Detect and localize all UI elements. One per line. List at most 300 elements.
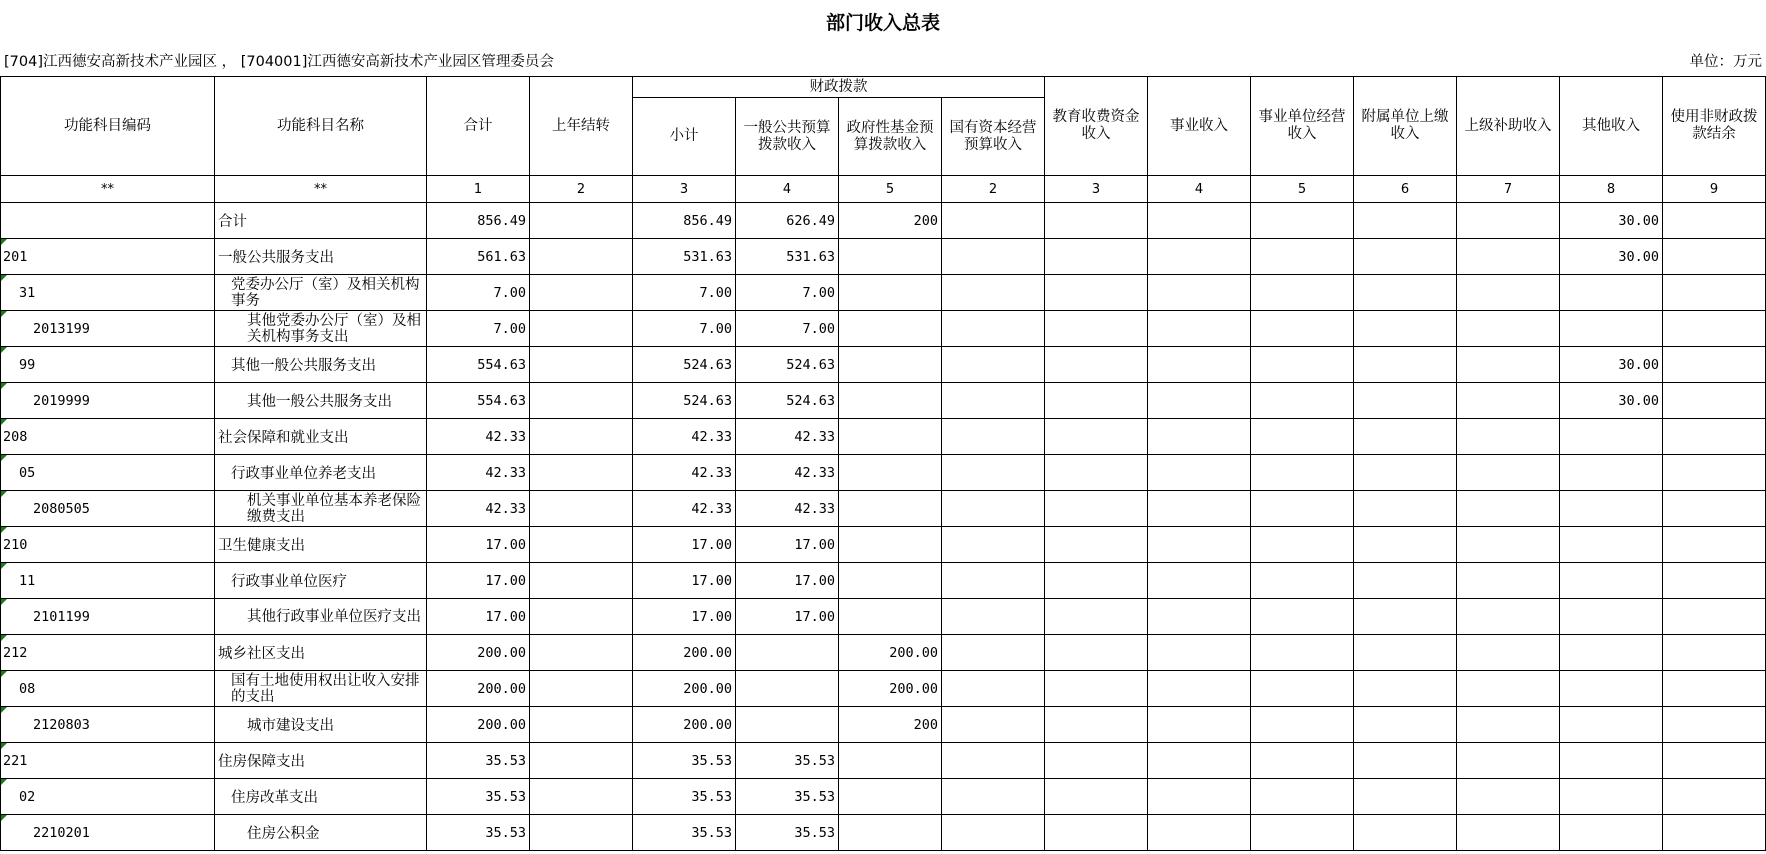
cell-affiliate-income xyxy=(1354,419,1457,455)
index-cell: 9 xyxy=(1663,176,1766,203)
cell-affiliate-income xyxy=(1354,563,1457,599)
cell-superior-subsidy xyxy=(1457,311,1560,347)
cell-general-budget: 42.33 xyxy=(736,419,839,455)
cell-code xyxy=(1,635,215,671)
cell-superior-subsidy xyxy=(1457,779,1560,815)
cell-total: 554.63 xyxy=(427,347,530,383)
cell-state-capital xyxy=(942,599,1045,635)
cell-marker-icon xyxy=(1,419,7,425)
cell-state-capital xyxy=(942,527,1045,563)
cell-subtotal: 524.63 xyxy=(633,347,736,383)
cell-education-fee xyxy=(1045,563,1148,599)
cell-state-capital xyxy=(942,275,1045,311)
cell-code xyxy=(1,563,215,599)
cell-superior-subsidy xyxy=(1457,743,1560,779)
cell-business-income xyxy=(1148,455,1251,491)
cell-marker-icon xyxy=(1,599,7,605)
income-summary-table xyxy=(0,76,1766,851)
cell-subtotal: 200.00 xyxy=(633,671,736,707)
cell-affiliate-income xyxy=(1354,383,1457,419)
index-cell: 4 xyxy=(1148,176,1251,203)
col-header-code: 功能科目编码 xyxy=(1,77,215,176)
cell-total: 17.00 xyxy=(427,599,530,635)
cell-carryover xyxy=(530,419,633,455)
cell-general-budget: 42.33 xyxy=(736,455,839,491)
cell-code xyxy=(1,203,215,239)
cell-total: 42.33 xyxy=(427,491,530,527)
cell-affiliate-income xyxy=(1354,599,1457,635)
index-cell: 5 xyxy=(1251,176,1354,203)
cell-code xyxy=(1,599,215,635)
cell-superior-subsidy xyxy=(1457,275,1560,311)
cell-subtotal: 35.53 xyxy=(633,815,736,851)
cell-general-budget xyxy=(736,671,839,707)
cell-operating-income xyxy=(1251,671,1354,707)
table-row xyxy=(1,347,1766,383)
cell-superior-subsidy xyxy=(1457,815,1560,851)
cell-education-fee xyxy=(1045,203,1148,239)
cell-education-fee xyxy=(1045,455,1148,491)
cell-carryover xyxy=(530,527,633,563)
cell-gov-fund: 200.00 xyxy=(839,635,942,671)
cell-gov-fund xyxy=(839,779,942,815)
cell-affiliate-income xyxy=(1354,527,1457,563)
cell-education-fee xyxy=(1045,671,1148,707)
cell-other-income xyxy=(1560,635,1663,671)
cell-gov-fund: 200 xyxy=(839,707,942,743)
cell-business-income xyxy=(1148,239,1251,275)
cell-superior-subsidy xyxy=(1457,455,1560,491)
cell-state-capital xyxy=(942,383,1045,419)
cell-non-fiscal-balance xyxy=(1663,203,1766,239)
cell-state-capital xyxy=(942,239,1045,275)
cell-gov-fund xyxy=(839,527,942,563)
cell-education-fee xyxy=(1045,311,1148,347)
cell-other-income xyxy=(1560,527,1663,563)
cell-state-capital xyxy=(942,203,1045,239)
cell-total: 554.63 xyxy=(427,383,530,419)
cell-education-fee xyxy=(1045,239,1148,275)
cell-total: 856.49 xyxy=(427,203,530,239)
cell-state-capital xyxy=(942,311,1045,347)
cell-name: 国有土地使用权出让收入安排的支出 xyxy=(215,671,427,707)
col-header-non-fiscal-balance: 使用非财政拨款结余 xyxy=(1663,77,1766,176)
cell-carryover xyxy=(530,383,633,419)
cell-code-text: 2019999 xyxy=(33,392,90,409)
cell-code-text: 212 xyxy=(3,644,28,661)
cell-carryover xyxy=(530,671,633,707)
cell-affiliate-income xyxy=(1354,491,1457,527)
page-title: 部门收入总表 xyxy=(825,12,940,34)
cell-gov-fund xyxy=(839,347,942,383)
organization-label: [704]江西德安高新技术产业园区 ， [704001]江西德安高新技术产业园区管理委员会 xyxy=(4,54,554,70)
cell-superior-subsidy xyxy=(1457,239,1560,275)
cell-code xyxy=(1,779,215,815)
cell-education-fee xyxy=(1045,347,1148,383)
cell-business-income xyxy=(1148,383,1251,419)
cell-operating-income xyxy=(1251,239,1354,275)
cell-business-income xyxy=(1148,563,1251,599)
col-header-education-fee: 教育收费资金收入 xyxy=(1045,77,1148,176)
table-row xyxy=(1,203,1766,239)
cell-affiliate-income xyxy=(1354,671,1457,707)
index-cell: 2 xyxy=(530,176,633,203)
cell-operating-income xyxy=(1251,311,1354,347)
cell-business-income xyxy=(1148,491,1251,527)
cell-superior-subsidy xyxy=(1457,599,1560,635)
cell-gov-fund xyxy=(839,815,942,851)
cell-operating-income xyxy=(1251,347,1354,383)
cell-operating-income xyxy=(1251,203,1354,239)
cell-name: 党委办公厅（室）及相关机构事务 xyxy=(215,275,427,311)
cell-education-fee xyxy=(1045,707,1148,743)
cell-code xyxy=(1,707,215,743)
cell-education-fee xyxy=(1045,599,1148,635)
cell-general-budget: 17.00 xyxy=(736,563,839,599)
cell-other-income xyxy=(1560,419,1663,455)
table-row xyxy=(1,707,1766,743)
cell-superior-subsidy xyxy=(1457,563,1560,599)
table-row xyxy=(1,275,1766,311)
cell-affiliate-income xyxy=(1354,311,1457,347)
cell-state-capital xyxy=(942,455,1045,491)
index-cell: 3 xyxy=(1045,176,1148,203)
cell-state-capital xyxy=(942,635,1045,671)
cell-non-fiscal-balance xyxy=(1663,239,1766,275)
cell-superior-subsidy xyxy=(1457,707,1560,743)
cell-operating-income xyxy=(1251,815,1354,851)
cell-non-fiscal-balance xyxy=(1663,743,1766,779)
cell-name: 住房改革支出 xyxy=(215,779,427,815)
cell-subtotal: 42.33 xyxy=(633,455,736,491)
col-header-subtotal: 小计 xyxy=(633,98,736,176)
cell-general-budget xyxy=(736,707,839,743)
index-row xyxy=(1,176,1766,203)
cell-total: 35.53 xyxy=(427,779,530,815)
cell-marker-icon xyxy=(1,671,7,677)
cell-code xyxy=(1,275,215,311)
cell-business-income xyxy=(1148,599,1251,635)
cell-non-fiscal-balance xyxy=(1663,491,1766,527)
cell-business-income xyxy=(1148,203,1251,239)
cell-other-income: 30.00 xyxy=(1560,239,1663,275)
col-header-other-income: 其他收入 xyxy=(1560,77,1663,176)
cell-non-fiscal-balance xyxy=(1663,635,1766,671)
cell-general-budget xyxy=(736,635,839,671)
cell-total: 42.33 xyxy=(427,455,530,491)
index-cell: 6 xyxy=(1354,176,1457,203)
cell-subtotal: 35.53 xyxy=(633,743,736,779)
table-row xyxy=(1,383,1766,419)
cell-state-capital xyxy=(942,815,1045,851)
table-row xyxy=(1,815,1766,851)
cell-superior-subsidy xyxy=(1457,635,1560,671)
cell-code xyxy=(1,347,215,383)
cell-code-text: 99 xyxy=(19,356,36,373)
cell-operating-income xyxy=(1251,779,1354,815)
cell-total: 561.63 xyxy=(427,239,530,275)
cell-other-income: 30.00 xyxy=(1560,203,1663,239)
cell-operating-income xyxy=(1251,455,1354,491)
cell-business-income xyxy=(1148,275,1251,311)
cell-operating-income xyxy=(1251,383,1354,419)
cell-subtotal: 35.53 xyxy=(633,779,736,815)
cell-non-fiscal-balance xyxy=(1663,671,1766,707)
cell-total: 35.53 xyxy=(427,743,530,779)
cell-other-income xyxy=(1560,563,1663,599)
cell-code-text: 05 xyxy=(19,464,36,481)
cell-carryover xyxy=(530,635,633,671)
cell-total: 17.00 xyxy=(427,563,530,599)
cell-general-budget: 35.53 xyxy=(736,779,839,815)
cell-total: 42.33 xyxy=(427,419,530,455)
cell-non-fiscal-balance xyxy=(1663,455,1766,491)
cell-subtotal: 856.49 xyxy=(633,203,736,239)
col-header-operating-income: 事业单位经营收入 xyxy=(1251,77,1354,176)
index-cell: ** xyxy=(1,176,215,203)
cell-state-capital xyxy=(942,743,1045,779)
table-row xyxy=(1,599,1766,635)
cell-subtotal: 42.33 xyxy=(633,491,736,527)
cell-subtotal: 200.00 xyxy=(633,707,736,743)
index-cell: 2 xyxy=(942,176,1045,203)
cell-gov-fund xyxy=(839,239,942,275)
cell-operating-income xyxy=(1251,635,1354,671)
cell-carryover xyxy=(530,491,633,527)
cell-gov-fund xyxy=(839,311,942,347)
cell-affiliate-income xyxy=(1354,815,1457,851)
cell-other-income xyxy=(1560,491,1663,527)
cell-code xyxy=(1,311,215,347)
cell-total: 7.00 xyxy=(427,275,530,311)
cell-non-fiscal-balance xyxy=(1663,707,1766,743)
index-cell: 8 xyxy=(1560,176,1663,203)
col-header-superior-subsidy: 上级补助收入 xyxy=(1457,77,1560,176)
cell-carryover xyxy=(530,203,633,239)
cell-carryover xyxy=(530,743,633,779)
cell-education-fee xyxy=(1045,815,1148,851)
cell-operating-income xyxy=(1251,491,1354,527)
cell-marker-icon xyxy=(1,779,7,785)
cell-code-text: 11 xyxy=(19,572,36,589)
cell-business-income xyxy=(1148,707,1251,743)
index-cell: 5 xyxy=(839,176,942,203)
cell-gov-fund xyxy=(839,419,942,455)
cell-gov-fund xyxy=(839,563,942,599)
cell-gov-fund: 200.00 xyxy=(839,671,942,707)
cell-non-fiscal-balance xyxy=(1663,383,1766,419)
cell-other-income xyxy=(1560,275,1663,311)
cell-name: 其他行政事业单位医疗支出 xyxy=(215,599,427,635)
cell-state-capital xyxy=(942,671,1045,707)
cell-general-budget: 524.63 xyxy=(736,383,839,419)
cell-superior-subsidy xyxy=(1457,671,1560,707)
cell-name: 卫生健康支出 xyxy=(215,527,427,563)
col-header-name: 功能科目名称 xyxy=(215,77,427,176)
cell-name: 住房公积金 xyxy=(215,815,427,851)
cell-carryover xyxy=(530,275,633,311)
cell-name: 一般公共服务支出 xyxy=(215,239,427,275)
cell-operating-income xyxy=(1251,275,1354,311)
index-cell: 4 xyxy=(736,176,839,203)
cell-marker-icon xyxy=(1,707,7,713)
cell-superior-subsidy xyxy=(1457,383,1560,419)
cell-marker-icon xyxy=(1,275,7,281)
cell-subtotal: 17.00 xyxy=(633,563,736,599)
cell-general-budget: 626.49 xyxy=(736,203,839,239)
table-row xyxy=(1,239,1766,275)
cell-other-income: 30.00 xyxy=(1560,347,1663,383)
cell-carryover xyxy=(530,599,633,635)
cell-general-budget: 17.00 xyxy=(736,599,839,635)
cell-marker-icon xyxy=(1,527,7,533)
cell-carryover xyxy=(530,311,633,347)
cell-operating-income xyxy=(1251,743,1354,779)
table-row xyxy=(1,563,1766,599)
cell-general-budget: 35.53 xyxy=(736,815,839,851)
cell-affiliate-income xyxy=(1354,779,1457,815)
cell-code xyxy=(1,383,215,419)
cell-business-income xyxy=(1148,671,1251,707)
table-row xyxy=(1,455,1766,491)
cell-superior-subsidy xyxy=(1457,491,1560,527)
cell-education-fee xyxy=(1045,779,1148,815)
cell-code xyxy=(1,743,215,779)
cell-state-capital xyxy=(942,347,1045,383)
cell-marker-icon xyxy=(1,383,7,389)
cell-general-budget: 7.00 xyxy=(736,275,839,311)
cell-other-income xyxy=(1560,311,1663,347)
cell-education-fee xyxy=(1045,419,1148,455)
cell-total: 200.00 xyxy=(427,707,530,743)
cell-marker-icon xyxy=(1,455,7,461)
cell-state-capital xyxy=(942,779,1045,815)
cell-code-text: 2013199 xyxy=(33,320,90,337)
cell-non-fiscal-balance xyxy=(1663,311,1766,347)
cell-code-text: 2210201 xyxy=(33,824,90,841)
cell-marker-icon xyxy=(1,491,7,497)
cell-general-budget: 17.00 xyxy=(736,527,839,563)
cell-affiliate-income xyxy=(1354,347,1457,383)
cell-total: 200.00 xyxy=(427,671,530,707)
cell-other-income xyxy=(1560,707,1663,743)
cell-name: 城乡社区支出 xyxy=(215,635,427,671)
cell-marker-icon xyxy=(1,815,7,821)
cell-code xyxy=(1,491,215,527)
cell-code xyxy=(1,455,215,491)
cell-affiliate-income xyxy=(1354,203,1457,239)
cell-non-fiscal-balance xyxy=(1663,419,1766,455)
index-cell: 7 xyxy=(1457,176,1560,203)
cell-non-fiscal-balance xyxy=(1663,599,1766,635)
index-cell: 1 xyxy=(427,176,530,203)
table-row xyxy=(1,779,1766,815)
cell-gov-fund xyxy=(839,455,942,491)
cell-name: 行政事业单位医疗 xyxy=(215,563,427,599)
cell-education-fee xyxy=(1045,275,1148,311)
cell-business-income xyxy=(1148,779,1251,815)
cell-code-text: 02 xyxy=(19,788,36,805)
cell-non-fiscal-balance xyxy=(1663,347,1766,383)
cell-other-income xyxy=(1560,671,1663,707)
cell-subtotal: 17.00 xyxy=(633,599,736,635)
cell-name: 其他党委办公厅（室）及相关机构事务支出 xyxy=(215,311,427,347)
col-header-affiliate-income: 附属单位上缴收入 xyxy=(1354,77,1457,176)
cell-other-income xyxy=(1560,743,1663,779)
cell-code xyxy=(1,815,215,851)
cell-education-fee xyxy=(1045,743,1148,779)
cell-subtotal: 17.00 xyxy=(633,527,736,563)
cell-non-fiscal-balance xyxy=(1663,779,1766,815)
cell-superior-subsidy xyxy=(1457,203,1560,239)
cell-name: 住房保障支出 xyxy=(215,743,427,779)
cell-code-text: 2101199 xyxy=(33,608,90,625)
cell-gov-fund: 200 xyxy=(839,203,942,239)
cell-gov-fund xyxy=(839,599,942,635)
cell-affiliate-income xyxy=(1354,455,1457,491)
cell-code-text: 2080505 xyxy=(33,500,90,517)
cell-code-text: 221 xyxy=(3,752,28,769)
cell-name: 城市建设支出 xyxy=(215,707,427,743)
cell-carryover xyxy=(530,563,633,599)
cell-other-income: 30.00 xyxy=(1560,383,1663,419)
cell-superior-subsidy xyxy=(1457,419,1560,455)
cell-state-capital xyxy=(942,563,1045,599)
cell-code-text: 2120803 xyxy=(33,716,90,733)
col-header-business-income: 事业收入 xyxy=(1148,77,1251,176)
cell-name: 其他一般公共服务支出 xyxy=(215,383,427,419)
unit-label: 单位：万元 xyxy=(1689,54,1762,70)
cell-code-text: 210 xyxy=(3,536,28,553)
cell-affiliate-income xyxy=(1354,275,1457,311)
table-row xyxy=(1,491,1766,527)
cell-general-budget: 42.33 xyxy=(736,491,839,527)
cell-other-income xyxy=(1560,815,1663,851)
cell-other-income xyxy=(1560,599,1663,635)
cell-carryover xyxy=(530,779,633,815)
cell-code xyxy=(1,527,215,563)
cell-gov-fund xyxy=(839,383,942,419)
cell-gov-fund xyxy=(839,491,942,527)
table-row xyxy=(1,635,1766,671)
cell-superior-subsidy xyxy=(1457,527,1560,563)
col-header-carryover: 上年结转 xyxy=(530,77,633,176)
cell-state-capital xyxy=(942,491,1045,527)
table-row xyxy=(1,743,1766,779)
cell-business-income xyxy=(1148,635,1251,671)
col-header-gov-fund: 政府性基金预算拨款收入 xyxy=(839,98,942,176)
cell-subtotal: 42.33 xyxy=(633,419,736,455)
cell-non-fiscal-balance xyxy=(1663,275,1766,311)
index-cell: 3 xyxy=(633,176,736,203)
cell-marker-icon xyxy=(1,743,7,749)
cell-code xyxy=(1,419,215,455)
cell-code xyxy=(1,239,215,275)
cell-total: 35.53 xyxy=(427,815,530,851)
cell-non-fiscal-balance xyxy=(1663,563,1766,599)
cell-code-text: 08 xyxy=(19,680,36,697)
cell-name: 其他一般公共服务支出 xyxy=(215,347,427,383)
cell-education-fee xyxy=(1045,635,1148,671)
table-row xyxy=(1,671,1766,707)
table-row xyxy=(1,311,1766,347)
cell-name: 合计 xyxy=(215,203,427,239)
cell-business-income xyxy=(1148,311,1251,347)
cell-carryover xyxy=(530,455,633,491)
cell-code-text: 208 xyxy=(3,428,28,445)
col-header-state-capital: 国有资本经营预算收入 xyxy=(942,98,1045,176)
cell-non-fiscal-balance xyxy=(1663,527,1766,563)
